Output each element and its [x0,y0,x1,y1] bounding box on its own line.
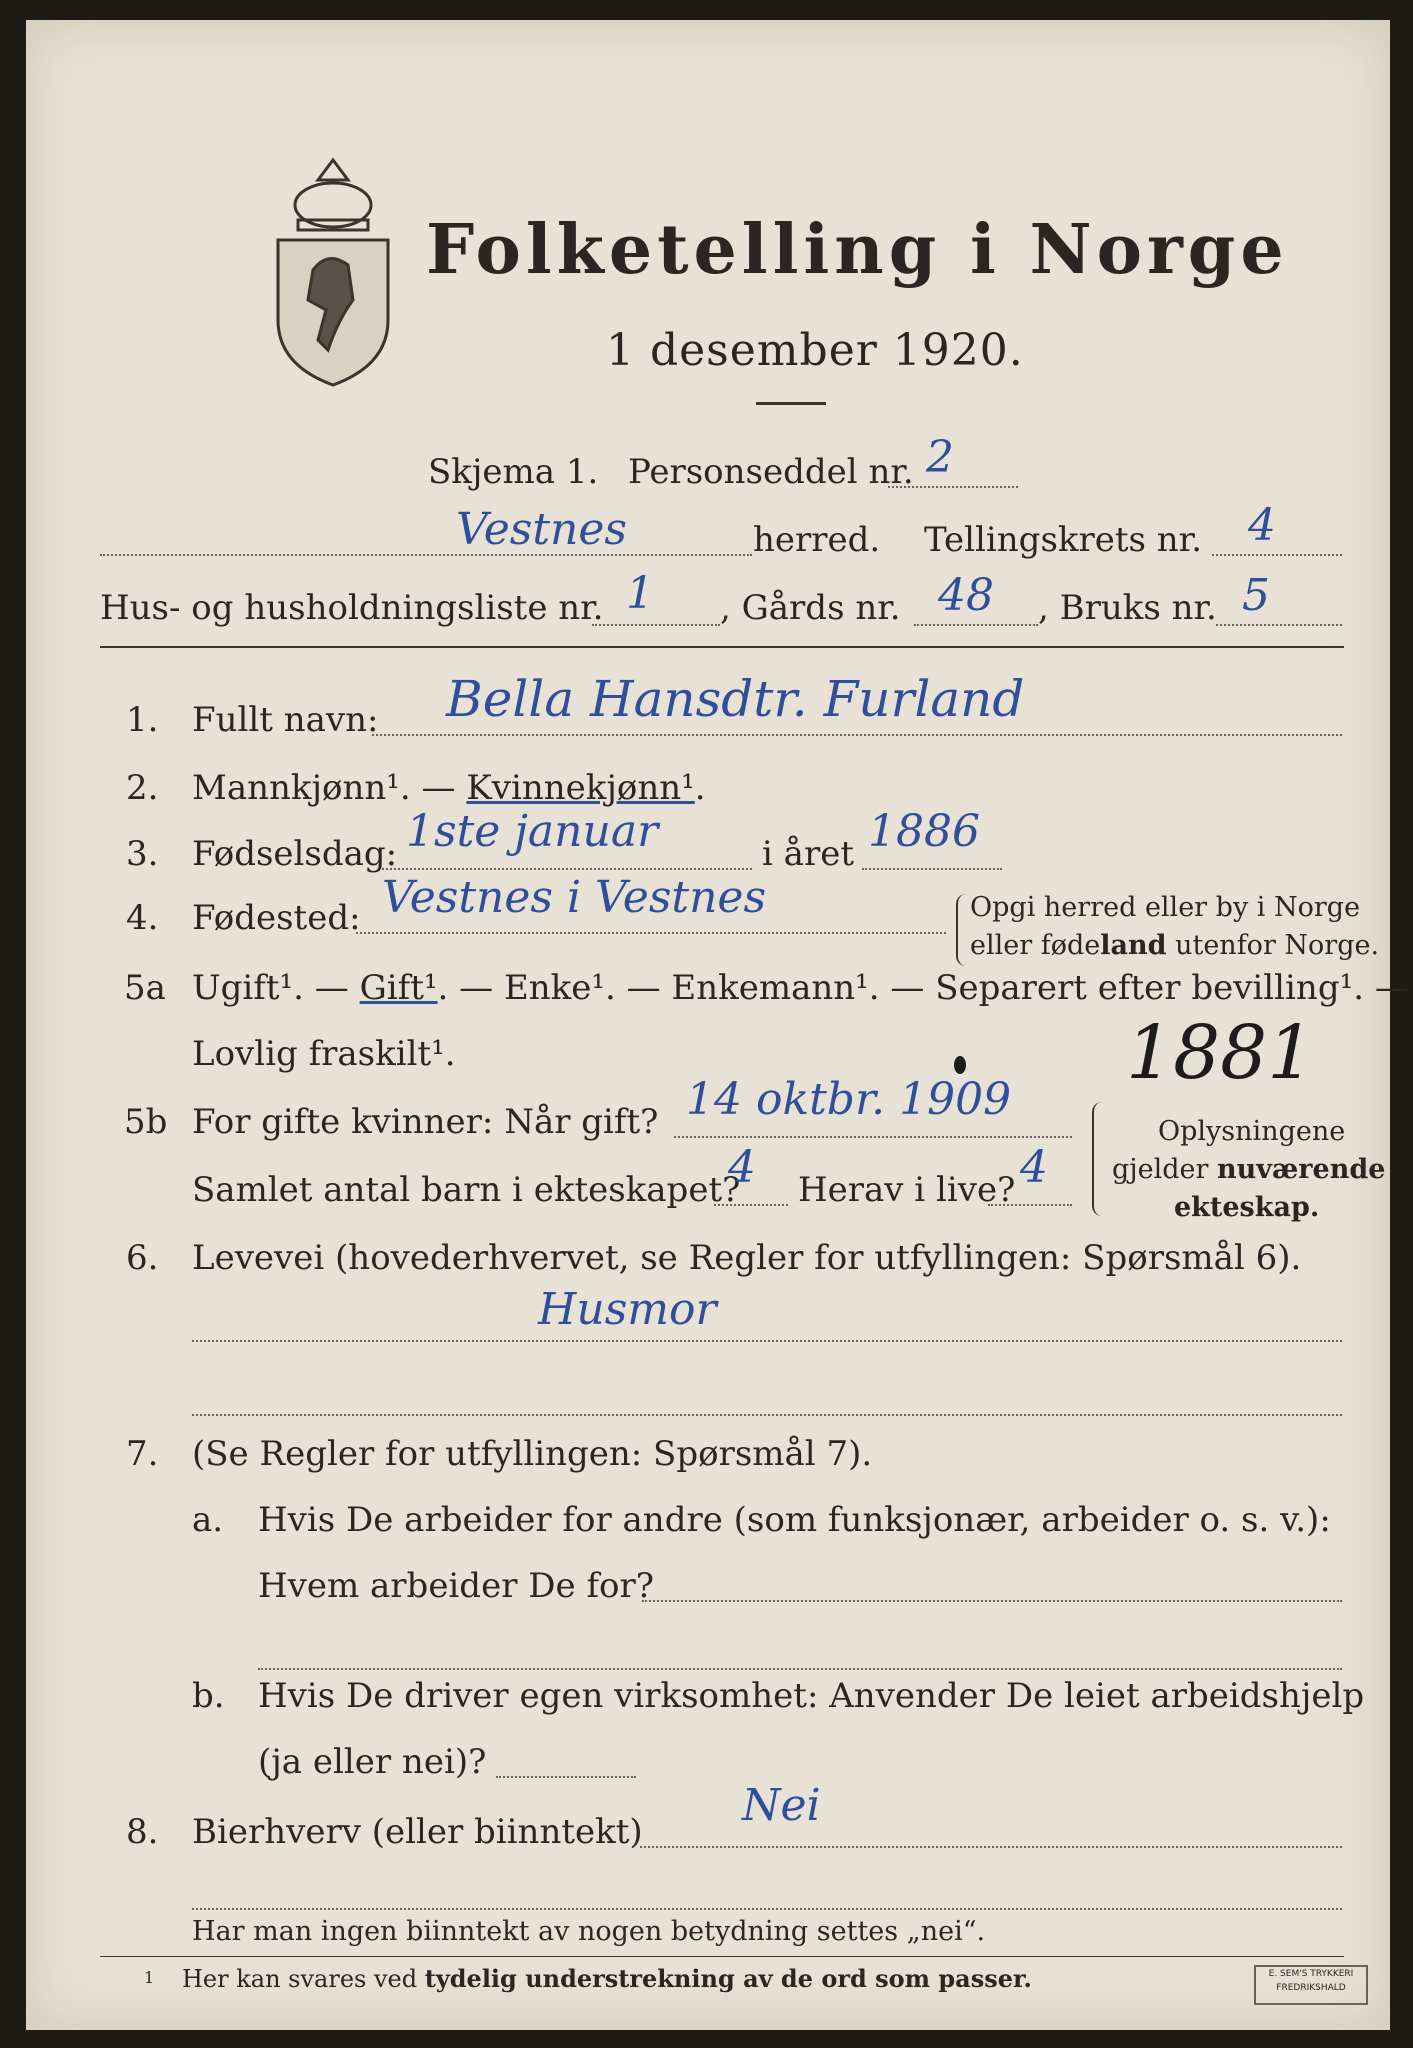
side-income-value: Nei [742,1780,821,1831]
q7a-letter: a. [192,1500,224,1540]
tellingskrets-label: Tellingskrets nr. [924,520,1203,560]
alive-label: Herav i live? [798,1170,1016,1210]
bruks-field[interactable] [1216,624,1342,626]
birthday-field[interactable] [382,868,752,870]
form-title: Folketelling i Norge [426,210,1289,290]
gards-field[interactable] [914,624,1038,626]
personseddel-label: Personseddel nr. [628,452,914,492]
q7-number: 7. [126,1434,159,1474]
children-value: 4 [728,1142,756,1193]
q3-label: Fødselsdag: [192,834,398,874]
printer-stamp: E. SEM'S TRYKKERI FREDRIKSHALD [1254,1965,1368,2005]
pencil-annotation-year: 1881 [1126,1010,1315,1096]
employer-field-2[interactable] [258,1668,1342,1670]
year-label: i året [762,834,854,874]
herred-field[interactable] [100,554,752,556]
birthplace-note-brace [956,894,966,966]
occupation-label: Levevei (hovederhvervet, se Regler for utfyllingen: Spørsmål 6). [192,1238,1302,1278]
full-name-value: Bella Hansdtr. Furland [446,670,1025,728]
side-income-field-2[interactable] [192,1908,1342,1910]
norway-coat-of-arms-icon [258,150,408,390]
q7b-text-2: (ja eller nei)? [258,1742,487,1782]
herred-value: Vestnes [456,504,627,555]
husholdningsliste-value: 1 [626,568,654,619]
census-form [26,20,1409,2030]
birthplace-note-2: eller fødeland utenfor Norge. [970,930,1380,961]
married-option[interactable]: Gift¹ [359,968,438,1008]
q5b-number: 5b [124,1102,168,1142]
children-label: Samlet antal barn i ekteskapet? [192,1170,741,1210]
q4-number: 4. [126,898,159,938]
sex-period: . [694,768,706,808]
q7-label: (Se Regler for utfyllingen: Spørsmål 7). [192,1434,873,1474]
unmarried-option[interactable]: Ugift¹. — [192,968,360,1008]
other-marital-options[interactable]: . — Enke¹. — Enkemann¹. — Separert efter bevilling¹. — [437,968,1409,1008]
children-field[interactable] [714,1204,788,1206]
q7b-letter: b. [192,1676,225,1716]
husholdningsliste-field[interactable] [592,624,720,626]
bruks-label: , Bruks nr. [1038,588,1217,628]
male-option[interactable]: Mannkjønn¹. — [192,768,467,808]
marriage-note-1: Oplysningene [1158,1116,1346,1147]
gards-label: , Gårds nr. [720,588,901,628]
q5a-number: 5a [124,968,166,1008]
q8-number: 8. [126,1812,159,1852]
birth-year-field[interactable] [862,868,1002,870]
q1-label: Fullt navn: [192,700,379,740]
skjema-label: Skjema 1. [428,452,599,492]
q1-number: 1. [126,700,159,740]
husholdningsliste-label: Hus- og husholdningsliste nr. [100,588,604,628]
marriage-note-brace [1092,1102,1104,1216]
married-date-label: For gifte kvinner: Når gift? [192,1102,659,1142]
side-income-note: Har man ingen biinntekt av nogen betydning settes „nei“. [192,1916,986,1947]
occupation-field[interactable] [192,1340,1342,1342]
marital-options [192,968,1409,1008]
personseddel-field[interactable] [888,486,1018,488]
married-date-field[interactable] [674,1136,1072,1138]
tellingskrets-value: 4 [1248,500,1276,551]
census-date: 1 desember 1920. [606,325,1024,376]
footer-rule [100,1956,1344,1957]
herred-label: herred. [753,520,881,560]
marriage-note-2: gjelder nuværende [1112,1154,1386,1185]
occupation-field-2[interactable] [192,1414,1342,1416]
header-rule [100,646,1344,648]
gards-value: 48 [938,570,994,621]
divorced-option[interactable]: Lovlig fraskilt¹. [192,1034,456,1074]
q7a-text-2: Hvem arbeider De for? [258,1566,654,1606]
alive-field[interactable] [988,1204,1072,1206]
side-income-label: Bierhverv (eller biinntekt) [192,1812,643,1852]
birth-year-value: 1886 [868,806,980,857]
marriage-note-3: ekteskap. [1174,1192,1320,1223]
side-income-field[interactable] [640,1846,1342,1848]
title-divider [756,402,826,405]
employer-field[interactable] [642,1600,1342,1602]
alive-value: 4 [1020,1142,1048,1193]
q7b-text: Hvis De driver egen virksomhet: Anvender De leiet arbeidshjelp [258,1676,1365,1716]
q7a-text: Hvis De arbeider for andre (som funksjonær, arbeider o. s. v.): [258,1500,1331,1540]
married-date-value: 14 oktbr. 1909 [686,1074,1012,1125]
q4-label: Fødested: [192,898,361,938]
footnote-text: Her kan svares ved tydelig understrekning av de ord som passer. [182,1964,1032,1993]
q3-number: 3. [126,834,159,874]
tellingskrets-field[interactable] [1212,554,1342,556]
birthplace-field[interactable] [356,932,946,934]
hired-help-field[interactable] [496,1776,636,1778]
full-name-field[interactable] [372,734,1342,736]
ink-blot [954,1056,966,1074]
female-option[interactable]: Kvinnekjønn¹ [466,768,695,808]
birthday-value: 1ste januar [406,806,659,857]
sex-options [192,768,706,808]
q6-number: 6. [126,1238,159,1278]
birthplace-value: Vestnes i Vestnes [382,872,767,923]
occupation-value: Husmor [538,1284,717,1335]
birthplace-note-1: Opgi herred eller by i Norge [970,892,1361,923]
footnote-mark: 1 [144,1968,155,1987]
bruks-value: 5 [1242,570,1270,621]
personseddel-value: 2 [926,432,954,483]
q2-number: 2. [126,768,159,808]
